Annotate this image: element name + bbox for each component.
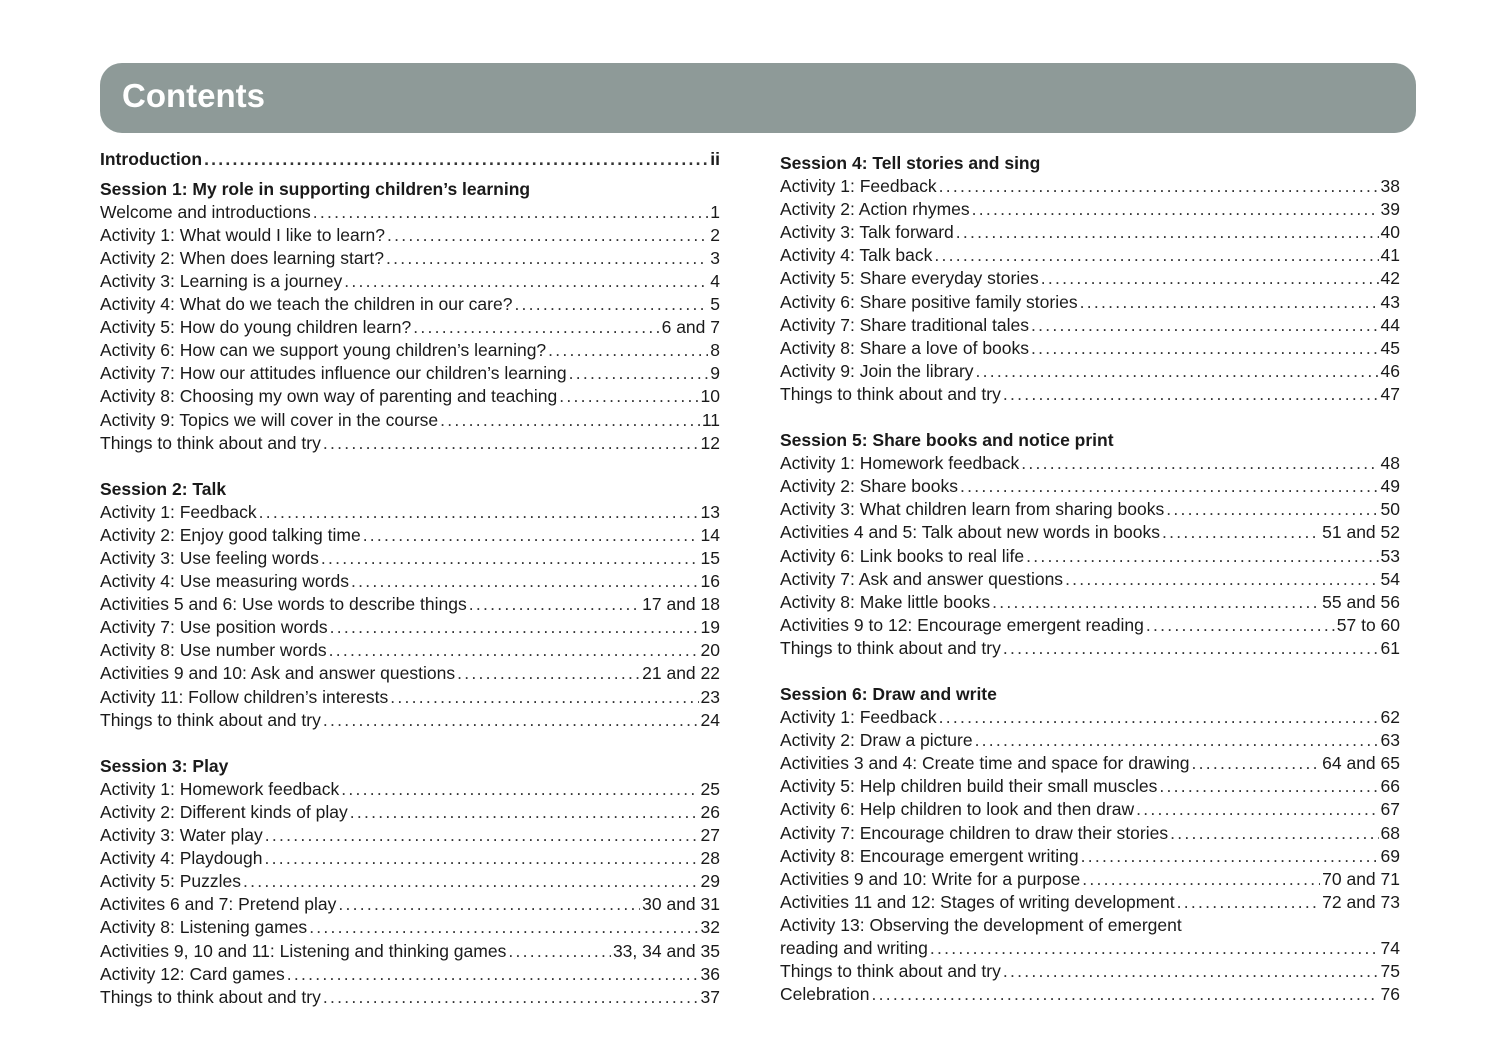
toc-entry[interactable]: [780, 383, 1400, 406]
toc-entry-page: 21 and 22: [642, 663, 720, 684]
toc-entry[interactable]: [100, 501, 720, 524]
toc-entry-page: 2: [710, 224, 720, 245]
toc-entry-page: 75: [1380, 961, 1400, 982]
toc-entry-page: 25: [700, 778, 720, 799]
dot-leader: [440, 409, 700, 432]
toc-entry[interactable]: [100, 201, 720, 224]
toc-entry-page: 37: [700, 986, 720, 1007]
toc-entry-title: Activity 7: Use position words: [100, 617, 328, 638]
toc-entry-page: 5: [710, 294, 720, 315]
toc-entry-title: Things to think about and try: [780, 637, 1001, 658]
toc-entry[interactable]: [780, 291, 1400, 314]
session-heading: Session 3: Play: [100, 755, 229, 776]
toc-entry[interactable]: [100, 847, 720, 870]
dot-leader: [264, 847, 698, 870]
page-title: Contents: [122, 77, 265, 114]
dot-leader: [344, 270, 708, 293]
dot-leader: [1177, 891, 1321, 914]
toc-entry-title: Things to think about and try: [100, 986, 321, 1007]
dot-leader: [309, 916, 698, 939]
toc-entry-title: Activity 2: Action rhymes: [780, 199, 970, 220]
dot-leader: [329, 639, 699, 662]
toc-entry[interactable]: [100, 824, 720, 847]
toc-entry-page: 39: [1380, 199, 1400, 220]
toc-entry-page: 69: [1380, 845, 1400, 866]
toc-entry-page: 57 to 60: [1336, 614, 1400, 635]
toc-entry-page: 51 and 52: [1322, 522, 1400, 543]
dot-leader: [386, 247, 708, 270]
toc-entry-page: 64 and 65: [1322, 753, 1400, 774]
toc-entry-page: 14: [700, 524, 720, 545]
toc-entry-title: Activity 8: Encourage emergent writing: [780, 845, 1079, 866]
dot-leader: [313, 201, 709, 224]
toc-entry-page: 29: [700, 871, 720, 892]
toc-entry-page: 72 and 73: [1322, 891, 1400, 912]
toc-entry-page: 6 and 7: [661, 317, 720, 338]
dot-leader: [469, 593, 640, 616]
toc-entry-page: 41: [1380, 245, 1400, 266]
toc-entry-page: 68: [1380, 822, 1400, 843]
toc-entry-title: Activity 1: Homework feedback: [100, 778, 340, 799]
toc-entry-title: Activity 7: Ask and answer questions: [780, 568, 1064, 589]
toc-entry[interactable]: [780, 267, 1400, 290]
dot-leader: [972, 198, 1379, 221]
session-heading: Session 6: Draw and write: [780, 683, 997, 704]
toc-entry-page: 63: [1380, 730, 1400, 751]
toc-entry-page: 8: [710, 340, 720, 361]
dot-leader: [1166, 498, 1378, 521]
dot-leader: [338, 893, 640, 916]
session-5-list: [780, 452, 1400, 660]
toc-entry-title: Activity 7: How our attitudes influence our children’s learning: [100, 363, 567, 384]
toc-entry-page: 54: [1380, 568, 1400, 589]
toc-entry-page: 53: [1380, 545, 1400, 566]
toc-entry-page: 67: [1380, 799, 1400, 820]
toc-entry-title: Activities 9, 10 and 11: Listening and thinking games: [100, 940, 507, 961]
dot-leader: [1003, 637, 1379, 660]
toc-entry-title: Activity 8: Make little books: [780, 591, 991, 612]
session-6-list: [780, 706, 1400, 914]
toc-entry-page: 42: [1380, 268, 1400, 289]
toc-entry-title: Activity 8: Listening games: [100, 917, 308, 938]
toc-entry[interactable]: [100, 547, 720, 570]
toc-entry-title: Activity 1: Homework feedback: [780, 453, 1020, 474]
toc-entry[interactable]: [100, 270, 720, 293]
dot-leader: [1146, 614, 1335, 637]
dot-leader: [351, 570, 699, 593]
toc-entry[interactable]: [780, 960, 1400, 983]
toc-entry-title: Activity 8: Share a love of books: [780, 337, 1030, 358]
toc-entry-title: Activity 8: Use number words: [100, 640, 327, 661]
dot-leader: [321, 547, 699, 570]
toc-entry[interactable]: [780, 221, 1400, 244]
toc-entry-title: Activity 4: What do we teach the children in our care?: [100, 294, 513, 315]
toc-entry-page: 66: [1380, 776, 1400, 797]
toc-entry-page: 44: [1380, 314, 1400, 335]
toc-entry-page: 16: [700, 571, 720, 592]
toc-entry-page: 12: [700, 432, 720, 453]
dot-leader: [992, 591, 1320, 614]
toc-entry-title: Activity 9: Topics we will cover in the course: [100, 409, 439, 430]
toc-entry[interactable]: [100, 870, 720, 893]
toc-entry[interactable]: [780, 498, 1400, 521]
toc-entry-page: 62: [1380, 707, 1400, 728]
toc-entry-title: Activity 5: Share everyday stories: [780, 268, 1039, 289]
session-heading: Session 1: My role in supporting children’s learning: [100, 178, 531, 199]
dot-leader: [413, 316, 659, 339]
dot-leader: [1041, 267, 1379, 290]
toc-entry-page: 17 and 18: [642, 594, 720, 615]
toc-entry-page: 49: [1380, 476, 1400, 497]
toc-entry-title: Activity 4: Talk back: [780, 245, 933, 266]
toc-entry-title: Activity 6: Link books to real life: [780, 545, 1025, 566]
dot-leader: [1170, 822, 1378, 845]
toc-entry-page: 9: [710, 363, 720, 384]
dot-leader: [508, 940, 611, 963]
toc-entry-page: 36: [700, 963, 720, 984]
dot-leader: [1031, 314, 1379, 337]
dot-leader: [259, 501, 699, 524]
toc-entry-title: Activity 2: Different kinds of play: [100, 801, 348, 822]
toc-entry[interactable]: [780, 798, 1400, 821]
toc-entry-title: Activity 6: Help children to look and then draw: [780, 799, 1135, 820]
toc-entry-page: 32: [700, 917, 720, 938]
toc-entry[interactable]: [100, 639, 720, 662]
toc-entry[interactable]: [780, 729, 1400, 752]
toc-entry-title: Activity 3: Water play: [100, 825, 263, 846]
toc-entry-title: Activity 2: Share books: [780, 476, 958, 497]
session-2-list: [100, 501, 720, 732]
toc-entry-page: 40: [1380, 222, 1400, 243]
toc-entry[interactable]: [100, 385, 720, 408]
toc-entry[interactable]: [100, 963, 720, 986]
toc-entry[interactable]: [780, 891, 1400, 914]
session-3-list: [100, 778, 720, 1009]
toc-entry-title: Things to think about and try: [100, 709, 321, 730]
toc-entry-title: Activity 11: Follow children’s interests: [100, 686, 389, 707]
dot-leader: [548, 339, 708, 362]
toc-entry-title: Activity 8: Choosing my own way of parenting and teaching: [100, 386, 558, 407]
toc-entry-page: 45: [1380, 337, 1400, 358]
dot-leader: [939, 706, 1379, 729]
dot-leader: [341, 778, 698, 801]
toc-entry[interactable]: [100, 432, 720, 455]
toc-entry[interactable]: [780, 198, 1400, 221]
toc-entry-title: Activity 7: Encourage children to draw their stories: [780, 822, 1169, 843]
toc-entry-title: Activity 4: Use measuring words: [100, 571, 349, 592]
toc-entry-page: 10: [700, 386, 720, 407]
dot-leader: [390, 686, 698, 709]
dot-leader: [243, 870, 699, 893]
toc-entry-page: 4: [710, 270, 720, 291]
toc-entry-title: Activity 3: Use feeling words: [100, 548, 319, 568]
toc-entry[interactable]: [100, 778, 720, 801]
toc-entry-title: Activity 5: Puzzles: [100, 871, 242, 892]
toc-entry[interactable]: [780, 845, 1400, 868]
toc-entry[interactable]: [100, 293, 720, 316]
dot-leader: [1080, 291, 1379, 314]
toc-entry-page: 13: [700, 501, 720, 522]
dot-leader: [387, 224, 708, 247]
toc-entry-title: Activity 4: Playdough: [100, 848, 263, 869]
toc-entry[interactable]: [780, 822, 1400, 845]
dot-leader: [975, 729, 1379, 752]
toc-entry-title: Activity 9: Join the library: [780, 360, 974, 381]
toc-entry-page: 47: [1380, 383, 1400, 404]
toc-entry-page: 46: [1380, 360, 1400, 381]
toc-entry[interactable]: [100, 593, 720, 616]
toc-entry[interactable]: [100, 247, 720, 270]
dot-leader: [350, 801, 699, 824]
toc-entry-page: 1: [710, 201, 720, 222]
toc-entry-title: Activity 3: Learning is a journey: [100, 270, 343, 291]
toc-entry-page: 23: [700, 686, 720, 707]
toc-entry-title: Activites 6 and 7: Pretend play: [100, 894, 337, 915]
toc-entry-title: Things to think about and try: [100, 432, 321, 453]
toc-entry-page: 27: [700, 825, 720, 846]
toc-entry-title: Activity 1: Feedback: [780, 176, 937, 197]
toc-entry-title: Activity 2: Draw a picture: [780, 730, 973, 751]
toc-entry-title: Activity 2: When does learning start?: [100, 247, 385, 268]
dot-leader: [1003, 960, 1379, 983]
dot-leader: [1026, 545, 1378, 568]
toc-entry-page: 11: [701, 409, 720, 430]
toc-entry-title: Celebration: [780, 984, 870, 1005]
session-4-list: [780, 175, 1400, 406]
dot-leader: [960, 475, 1379, 498]
toc-entry-page: 48: [1380, 453, 1400, 474]
dot-leader: [1031, 337, 1379, 360]
toc-entry-text[interactable]: Activity 13: Observing the development of emergent: [780, 914, 1182, 935]
dot-leader: [1065, 568, 1378, 591]
dot-leader: [323, 986, 699, 1009]
toc-entry[interactable]: [780, 706, 1400, 729]
toc-entry-page: 38: [1380, 176, 1400, 197]
toc-entry[interactable]: [780, 637, 1400, 660]
toc-entry[interactable]: [780, 545, 1400, 568]
toc-entry-title: Activities 4 and 5: Talk about new words in books: [780, 522, 1161, 543]
left-column: [100, 148, 720, 1009]
toc-entry[interactable]: [780, 591, 1400, 614]
session-1-list: [100, 201, 720, 455]
dot-leader: [939, 175, 1379, 198]
toc-entry-title: Activity 5: How do young children learn?: [100, 317, 412, 338]
toc-entry-title: Activity 1: What would I like to learn?: [100, 224, 385, 245]
toc-entry-page: 70 and 71: [1322, 868, 1400, 889]
toc-entry-title: Activities 5 and 6: Use words to describe things: [100, 594, 467, 615]
toc-entry-title: Things to think about and try: [780, 961, 1001, 982]
toc-entry-title: Welcome and introductions: [100, 201, 311, 222]
toc-entry[interactable]: [100, 616, 720, 639]
dot-leader: [1192, 752, 1321, 775]
session-heading: Session 2: Talk: [100, 478, 227, 499]
dot-leader: [1021, 452, 1378, 475]
toc-entry[interactable]: [100, 662, 720, 685]
dot-leader: [363, 524, 699, 547]
toc-entry-page: 50: [1380, 499, 1400, 520]
toc-entry[interactable]: [780, 568, 1400, 591]
dot-leader: [956, 221, 1379, 244]
toc-entry[interactable]: [100, 224, 720, 247]
toc-entry-page: 15: [700, 548, 720, 568]
toc-entry[interactable]: [780, 452, 1400, 475]
toc-entry-title: Activities 9 and 10: Ask and answer questions: [100, 663, 456, 684]
toc-entry[interactable]: [100, 893, 720, 916]
dot-leader: [1162, 521, 1320, 544]
toc-entry-page: 33, 34 and 35: [612, 940, 720, 961]
toc-entry[interactable]: [100, 524, 720, 547]
toc-entry-title: Things to think about and try: [780, 383, 1001, 404]
toc-entry[interactable]: [100, 686, 720, 709]
toc-entry[interactable]: [780, 360, 1400, 383]
toc-entry-page: 24: [700, 709, 720, 730]
toc-entry-title: Activity 5: Help children build their small muscles: [780, 776, 1158, 797]
toc-entry[interactable]: [780, 983, 1400, 1006]
toc-entry[interactable]: [780, 775, 1400, 798]
toc-entry-title: Activities 9 to 12: Encourage emergent reading: [780, 614, 1144, 635]
toc-entry[interactable]: [780, 175, 1400, 198]
dot-leader: [934, 244, 1378, 267]
dot-leader: [323, 432, 699, 455]
toc-entry[interactable]: [100, 986, 720, 1009]
toc-entry-page: 30 and 31: [642, 894, 720, 915]
toc-entry-title: Activity 6: Share positive family stories: [780, 291, 1078, 312]
dot-leader: [1136, 798, 1378, 821]
dot-leader: [265, 824, 699, 847]
dot-leader: [323, 709, 699, 732]
dot-leader: [1003, 383, 1379, 406]
dot-leader: [287, 963, 699, 986]
toc-entry-page: 61: [1380, 637, 1400, 658]
session-6-tail-list: [780, 960, 1400, 1006]
toc-entry-title: Activity 6: How can we support young children’s learning?: [100, 340, 547, 361]
dot-leader: [976, 360, 1379, 383]
toc-entry-page: 28: [700, 848, 720, 869]
toc-entry[interactable]: [780, 314, 1400, 337]
dot-leader: [569, 362, 709, 385]
toc-entry-introduction[interactable]: Introduction . . . ii: [100, 148, 720, 171]
toc-entry[interactable]: [100, 570, 720, 593]
toc-entry[interactable]: reading and writing . . . 74: [780, 937, 1400, 960]
toc-entry[interactable]: [100, 709, 720, 732]
toc-entry[interactable]: [100, 916, 720, 939]
dot-leader: [514, 293, 708, 316]
toc-entry-title: Activity 1: Feedback: [780, 707, 937, 728]
toc-entry[interactable]: [100, 316, 720, 339]
toc-entry[interactable]: [780, 521, 1400, 544]
toc-entry[interactable]: [780, 244, 1400, 267]
dot-leader: [457, 662, 640, 685]
toc-entry-title: Activity 3: What children learn from sharing books: [780, 499, 1165, 520]
dot-leader: [330, 616, 699, 639]
contents-banner: [100, 63, 1416, 133]
toc-entry[interactable]: [780, 752, 1400, 775]
toc-entry[interactable]: [780, 614, 1400, 637]
right-column: [780, 152, 1400, 1006]
dot-leader: [559, 385, 698, 408]
toc-entry-title: Activity 2: Enjoy good talking time: [100, 524, 361, 545]
toc-entry-title: Activity 1: Feedback: [100, 501, 257, 522]
session-heading: Session 4: Tell stories and sing: [780, 153, 1041, 173]
dot-leader: [1159, 775, 1378, 798]
dot-leader: [872, 983, 1379, 1006]
toc-entry[interactable]: [780, 475, 1400, 498]
toc-entry[interactable]: [100, 409, 720, 432]
dot-leader: [1082, 868, 1320, 891]
toc-entry-title: Activity 7: Share traditional tales: [780, 314, 1030, 335]
session-heading: Session 5: Share books and notice print: [780, 430, 1114, 451]
toc-entry[interactable]: [100, 940, 720, 963]
toc-entry[interactable]: [780, 868, 1400, 891]
toc-entry-title: Activities 11 and 12: Stages of writing development: [780, 891, 1175, 912]
toc-entry[interactable]: [100, 339, 720, 362]
toc-entry-title: Activities 3 and 4: Create time and space for drawing: [780, 753, 1190, 774]
dot-leader: [1081, 845, 1379, 868]
toc-entry-title: Activity 12: Card games: [100, 963, 285, 984]
toc-entry-page: 26: [700, 801, 720, 822]
toc-entry-title: Activities 9 and 10: Write for a purpose: [780, 868, 1081, 889]
toc-entry-page: 20: [700, 640, 720, 661]
toc-entry[interactable]: [100, 801, 720, 824]
toc-entry-page: 3: [710, 247, 720, 268]
toc-entry-page: 43: [1380, 291, 1400, 312]
toc-entry-page: 55 and 56: [1322, 591, 1400, 612]
toc-entry-title: Activity 3: Talk forward: [780, 222, 954, 243]
toc-entry[interactable]: [780, 337, 1400, 360]
toc-entry-page: 19: [700, 617, 720, 638]
toc-entry[interactable]: [100, 362, 720, 385]
toc-entry-page: 76: [1380, 984, 1400, 1005]
